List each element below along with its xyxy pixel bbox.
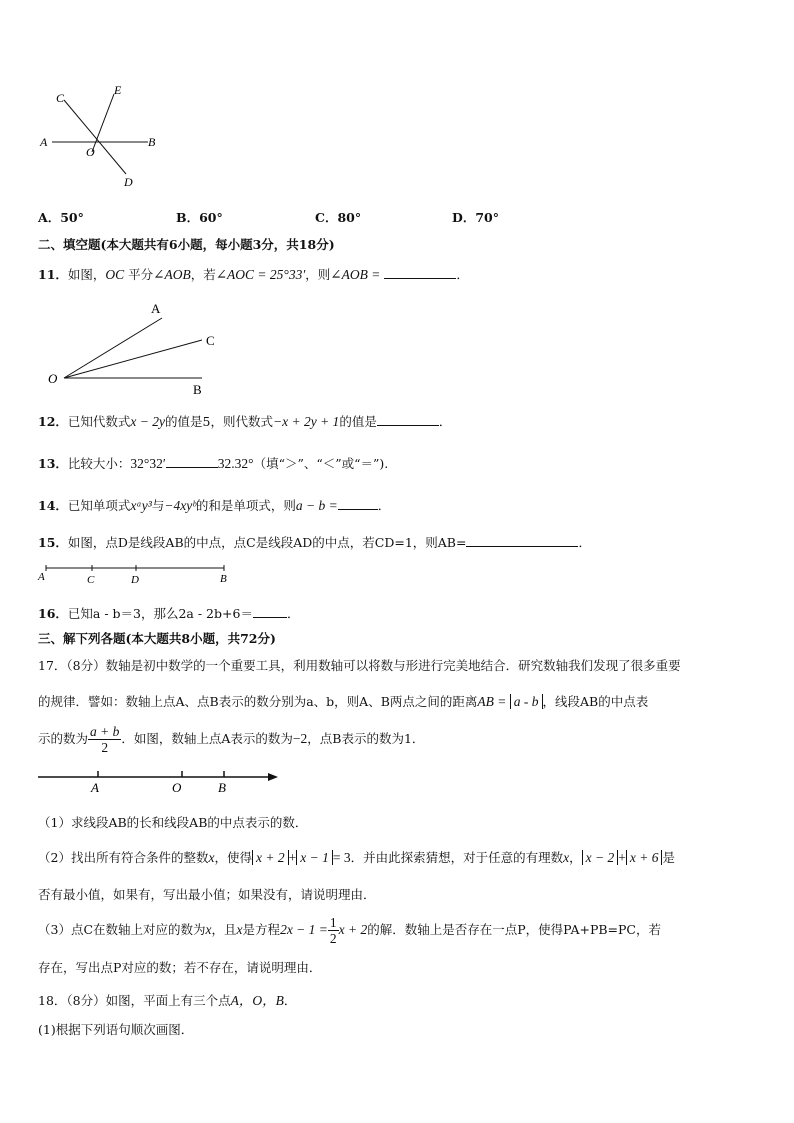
label-A: A [38,571,45,583]
label-A: A [151,301,161,316]
label-B: B [193,382,202,397]
fraction-midpoint: $\frac{a + b}{2}$ [90,724,120,755]
question-16: 16．已知a - b＝3，那么2a - 2b+6＝ ． [38,606,300,621]
label-D: D [124,175,133,189]
label-C: C [56,91,65,105]
label-C: C [206,333,215,348]
question-12: 12．已知代数式x − 2y的值是5，则代数式−x + 2y + 1的值是 ． [38,414,452,429]
label-A: A [91,780,99,795]
figure-segment-ab [36,562,236,588]
label-D: D [131,574,139,586]
label-O: O [86,145,95,159]
figure-intersecting-lines [36,82,176,194]
answer-blank-16[interactable] [253,605,287,618]
question-17-line-1: 17．（8分）数轴是初中数学的一个重要工具，利用数轴可以将数与形进行完美地结合．研究数轴我们发现了很多重要 [38,658,681,673]
figure-number-line [36,768,286,796]
section-3-title: 三、解下列各题(本大题共8小题，共72分) [38,631,276,646]
answer-blank-11[interactable] [384,266,456,279]
question-17-part-1: （1）求线段AB的长和线段AB的中点表示的数． [38,815,308,830]
question-17-part-3-cont: 存在，写出点P对应的数；若不存在，请说明理由． [38,960,322,975]
question-18: 18．（8分）如图，平面上有三个点A，O，B． [38,993,297,1008]
label-B: B [148,135,156,149]
question-13: 13．比较大小：32°32′ 32.32°（填“＞”、“＜”或“＝”). [38,456,389,471]
choice-b[interactable]: B．60° [176,210,223,225]
question-15: 15．如图，点D是线段AB的中点，点C是线段AD的中点，若CD=1，则AB= ． [38,535,591,550]
question-11: 11．如图，OC 平分∠AOB，若∠AOC = 25°33′，则∠AOB = ． [38,267,469,282]
choice-c[interactable]: C．80° [315,210,362,225]
choice-d[interactable]: D．70° [452,210,499,225]
figure-angle-aob [44,298,234,398]
answer-blank-15[interactable] [466,534,578,547]
question-14: 14．已知单项式xᵃy³与−4xyᵇ的和是单项式，则a − b = ． [38,498,391,513]
question-17-part-3: （3）点C在数轴上对应的数为x，且x是方程2x − 1 = $\frac{1}{2}$ x + 2的解．数轴上是否存在一点P，使得PA+PB=PC，若 [38,915,661,946]
label-E: E [114,83,122,97]
question-17-part-2-cont: 否有最小值，如果有，写出最小值；如果没有，请说明理由． [38,887,376,902]
label-C: C [87,574,95,586]
section-2-title: 二、填空题(本大题共有6小题，每小题3分，共18分) [38,237,335,252]
question-17-line-3: 示的数为 $\frac{a + b}{2}$ ．如图，数轴上点A表示的数为−2，点B表示的数为1． [38,724,425,755]
label-O: O [48,371,58,386]
answer-blank-13[interactable] [166,455,218,468]
label-A: A [40,135,48,149]
label-O: O [172,780,182,795]
question-17-line-2: 的规律．譬如：数轴上点A、点B表示的数分别为a、b，则A、B两点之间的距离AB = a - b ，线段AB的中点表 [38,694,649,709]
label-B: B [220,573,227,585]
choice-a[interactable]: A．50° [38,210,84,225]
label-B: B [218,780,226,795]
question-18-part-1: (1)根据下列语句顺次画图． [38,1022,194,1037]
fraction-one-half: $\frac{1}{2}$ [329,915,337,946]
answer-blank-12[interactable] [377,413,439,426]
question-17-part-2: （2）找出所有符合条件的整数x，使得 x + 2 + x − 1 = 3．并由此探索猜想，对于任意的有理数x， x − 2 + x + 6 是 [38,850,675,865]
answer-blank-14[interactable] [338,497,378,510]
